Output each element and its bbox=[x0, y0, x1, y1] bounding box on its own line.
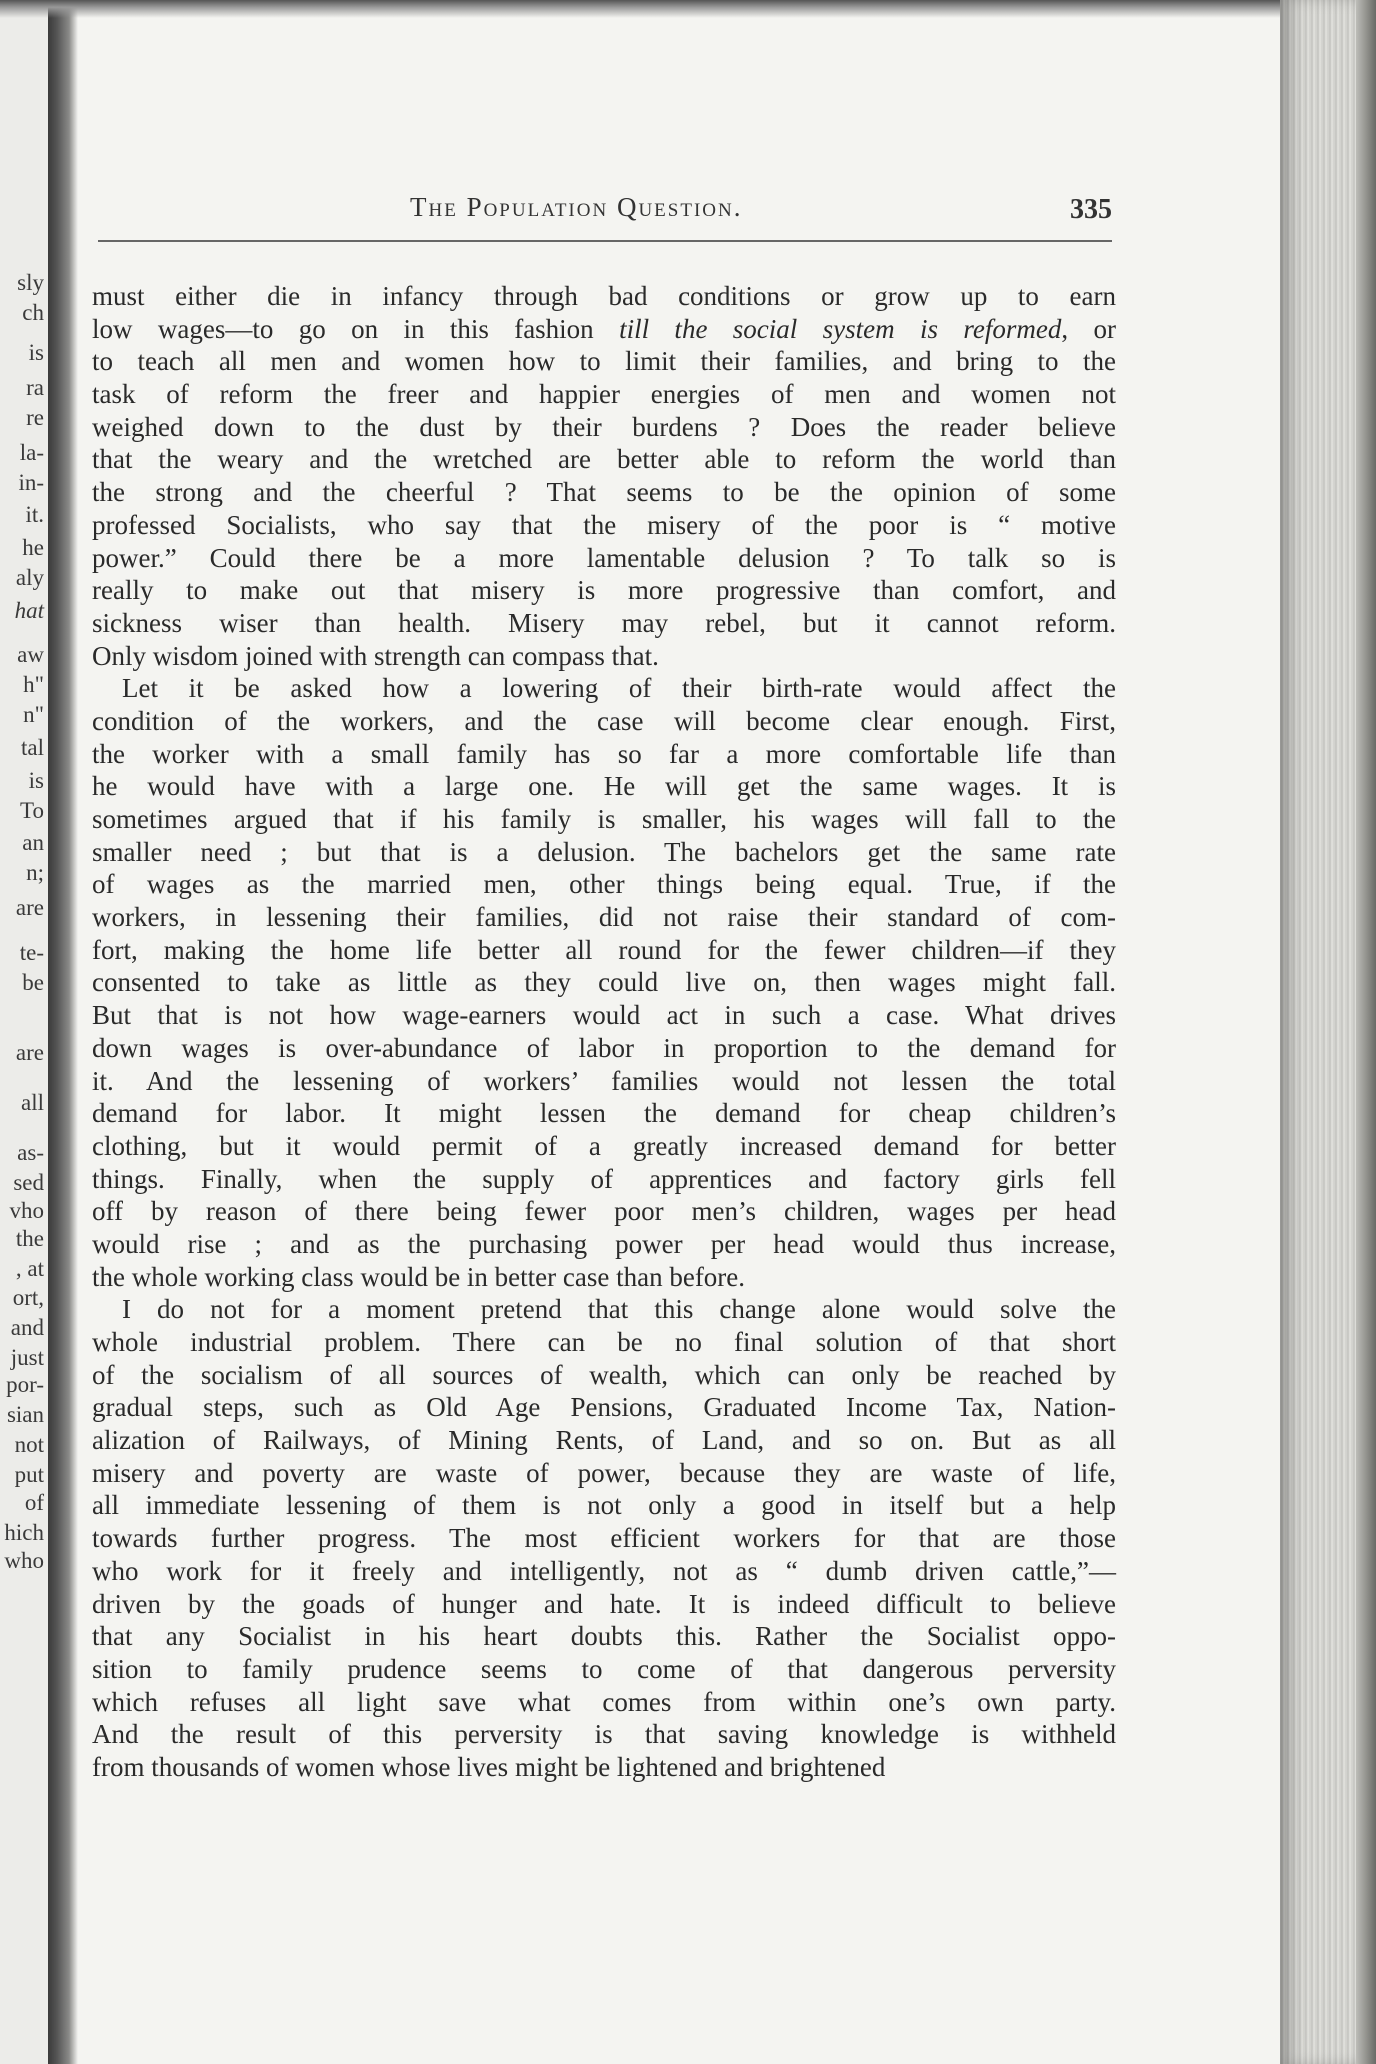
text-line: he would have with a large one. He will get the same wages. It is bbox=[92, 771, 1116, 802]
facing-page-fragment: ra bbox=[26, 375, 44, 400]
text-line: clothing, but it would permit of a greatly increased demand for better bbox=[92, 1130, 1116, 1161]
facing-page-fragment: aw bbox=[17, 642, 44, 667]
facing-page-edge bbox=[0, 0, 50, 2064]
facing-page-fragment: as- bbox=[17, 1140, 44, 1165]
facing-page-fragment: the bbox=[15, 1226, 44, 1251]
text-line: sition to family prudence seems to come of that dangerous perversity bbox=[92, 1653, 1116, 1684]
facing-page-fragment: sly bbox=[17, 270, 44, 295]
text-line: all immediate lessening of them is not only a good in itself but a help bbox=[92, 1490, 1116, 1521]
text-line: low wages—to go on in this fashion till the social system is reformed, or bbox=[92, 313, 1116, 344]
facing-page-fragment: vho bbox=[9, 1198, 44, 1223]
header-rule bbox=[98, 240, 1112, 242]
facing-page-fragment: is bbox=[28, 768, 44, 793]
text-line: Only wisdom joined with strength can compass that. bbox=[92, 640, 659, 671]
facing-page-fragment: sed bbox=[13, 1170, 44, 1195]
text-line: driven by the goads of hunger and hate. It is indeed difficult to believe bbox=[92, 1588, 1116, 1619]
facing-page-fragment: sian bbox=[6, 1402, 44, 1427]
text-line: fort, making the home life better all round for the fewer children—if they bbox=[92, 934, 1116, 965]
paragraph bbox=[92, 1293, 1116, 1783]
facing-page-fragment: it. bbox=[25, 502, 44, 527]
running-title: The Population Question. bbox=[410, 192, 743, 222]
text-line: I do not for a moment pretend that this change alone would solve the bbox=[122, 1294, 1116, 1325]
facing-page-fragment: an bbox=[22, 830, 44, 855]
text-line: of the socialism of all sources of wealth, which can only be reached by bbox=[92, 1359, 1116, 1390]
facing-page-fragment: por- bbox=[6, 1372, 44, 1397]
top-shadow bbox=[0, 0, 1376, 18]
text-line: to teach all men and women how to limit their families, and bring to the bbox=[92, 346, 1116, 377]
text-line: power.” Could there be a more lamentable delusion ? To talk so is bbox=[92, 542, 1116, 573]
text-line: things. Finally, when the supply of apprentices and factory girls fell bbox=[92, 1163, 1116, 1194]
facing-page-fragment: just bbox=[10, 1345, 44, 1370]
book-edge-shadow bbox=[1356, 0, 1376, 2064]
text-line: demand for labor. It might lessen the demand for cheap children’s bbox=[92, 1098, 1116, 1129]
text-line: Let it be asked how a lowering of their birth-rate would affect the bbox=[122, 673, 1116, 704]
text-line: towards further progress. The most efficient workers for that are those bbox=[92, 1523, 1116, 1554]
text-line: But that is not how wage-earners would act in such a case. What drives bbox=[92, 1000, 1116, 1031]
book-gutter bbox=[48, 0, 78, 2064]
text-line: task of reform the freer and happier energies of men and women not bbox=[92, 379, 1116, 410]
text-line: smaller need ; but that is a delusion. The bachelors get the same rate bbox=[92, 836, 1116, 867]
text-line: whole industrial problem. There can be no final solution of that short bbox=[92, 1327, 1116, 1357]
text-line: professed Socialists, who say that the misery of the poor is “ motive bbox=[92, 509, 1116, 540]
page-number: 335 bbox=[1070, 194, 1112, 225]
facing-page-fragment: all bbox=[21, 1090, 44, 1115]
facing-page-fragment: ch bbox=[22, 300, 44, 325]
page-header bbox=[98, 188, 1112, 238]
facing-page-fragment: , at bbox=[15, 1256, 44, 1281]
facing-page-fragment: be bbox=[22, 970, 44, 995]
paragraph bbox=[92, 672, 1116, 1293]
body-text bbox=[92, 280, 1116, 1784]
facing-page-fragment: not bbox=[14, 1432, 44, 1457]
facing-page-fragment: in- bbox=[18, 470, 44, 495]
text-line: would rise ; and as the purchasing power per head would thus increase, bbox=[92, 1228, 1116, 1259]
facing-page-fragment: To bbox=[20, 798, 44, 823]
text-line: which refuses all light save what comes from within one’s own party. bbox=[92, 1686, 1116, 1717]
text-line: off by reason of there being fewer poor men’s children, wages per head bbox=[92, 1196, 1116, 1227]
text-line: weighed down to the dust by their burdens ? Does the reader believe bbox=[92, 411, 1116, 442]
facing-page-fragment: te- bbox=[19, 940, 44, 965]
text-line: that any Socialist in his heart doubts this. Rather the Socialist oppo- bbox=[92, 1621, 1116, 1652]
facing-page-fragment: aly bbox=[15, 565, 44, 590]
text-line: misery and poverty are waste of power, because they are waste of life, bbox=[92, 1457, 1116, 1488]
text-line: the strong and the cheerful ? That seems to be the opinion of some bbox=[92, 477, 1116, 508]
facing-page-fragment: is bbox=[28, 340, 44, 365]
facing-page-fragment: who bbox=[4, 1548, 44, 1573]
facing-page-fragment: he bbox=[22, 535, 44, 560]
facing-page-fragment: are bbox=[15, 1040, 44, 1065]
facing-page-fragment: put bbox=[14, 1462, 44, 1487]
facing-page-fragment: hat bbox=[14, 598, 44, 623]
facing-page-fragment: ort, bbox=[12, 1285, 44, 1310]
text-line: from thousands of women whose lives might be lightened and brightened bbox=[92, 1751, 886, 1782]
facing-page-fragment: la- bbox=[19, 440, 44, 465]
text-line: of wages as the married men, other things being equal. True, if the bbox=[92, 869, 1116, 900]
text-line: workers, in lessening their families, did not raise their standard of com- bbox=[92, 902, 1116, 933]
facing-page-fragment: of bbox=[24, 1490, 44, 1515]
text-line: that the weary and the wretched are better able to reform the world than bbox=[92, 444, 1116, 475]
facing-page-fragment: are bbox=[15, 895, 44, 920]
facing-page-fragment: tal bbox=[21, 735, 44, 760]
paragraph bbox=[92, 280, 1116, 672]
text-line: who work for it freely and intelligently, not as “ dumb driven cattle,”— bbox=[92, 1555, 1116, 1586]
text-line: And the result of this perversity is that saving knowledge is withheld bbox=[92, 1719, 1116, 1750]
text-line: alization of Railways, of Mining Rents, of Land, and so on. But as all bbox=[92, 1425, 1116, 1456]
text-line: condition of the workers, and the case will become clear enough. First, bbox=[92, 705, 1116, 736]
facing-page-fragment: n; bbox=[26, 860, 44, 885]
text-line: down wages is over-abundance of labor in proportion to the demand for bbox=[92, 1032, 1116, 1063]
text-line: gradual steps, such as Old Age Pensions, Graduated Income Tax, Nation- bbox=[92, 1392, 1116, 1423]
facing-page-fragment: and bbox=[10, 1315, 44, 1340]
text-line: must either die in infancy through bad conditions or grow up to earn bbox=[92, 281, 1116, 311]
text-line: sickness wiser than health. Misery may rebel, but it cannot reform. bbox=[92, 607, 1116, 638]
facing-page-fragment: hich bbox=[4, 1520, 44, 1545]
facing-page-fragment: n" bbox=[23, 702, 44, 727]
text-line: really to make out that misery is more progressive than comfort, and bbox=[92, 575, 1116, 606]
text-line: it. And the lessening of workers’ families would not lessen the total bbox=[92, 1065, 1116, 1096]
text-line: the whole working class would be in better case than before. bbox=[92, 1261, 746, 1292]
text-line: consented to take as little as they could live on, then wages might fall. bbox=[92, 967, 1116, 998]
text-line: sometimes argued that if his family is smaller, his wages will fall to the bbox=[92, 804, 1116, 834]
facing-page-fragment: re bbox=[26, 405, 44, 430]
facing-page-fragment: h" bbox=[23, 672, 44, 697]
text-line: the worker with a small family has so far a more comfortable life than bbox=[92, 738, 1116, 769]
